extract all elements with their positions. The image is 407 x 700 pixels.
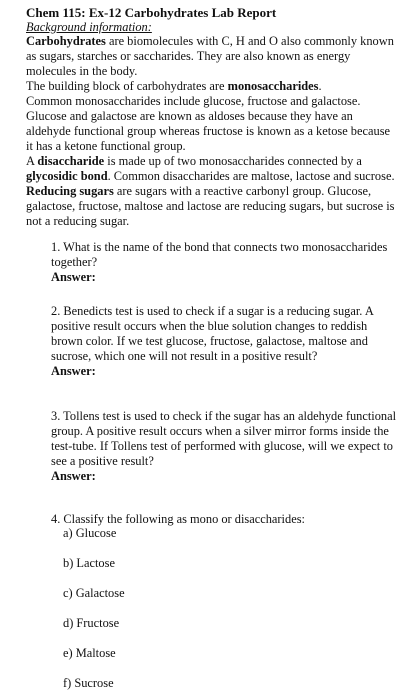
carbohydrates-paragraph: Carbohydrates are biomolecules with C, H and O also commonly known as sugars, starches or saccharides. They are also known as energy molecules in the body.: [26, 34, 394, 78]
page-title: Chem 115: Ex-12 Carbohydrates Lab Report: [26, 5, 277, 20]
option-lactose: b) Lactose: [63, 556, 115, 570]
aldose-ketose-paragraph: Common monosaccharides include glucose, fructose and galactose. Glucose and galactose are known as aldoses because they have an aldehyde functional group whereas fructose is known as a ketose because it has a ketone functional group.: [26, 94, 391, 153]
question-4: [51, 512, 401, 527]
question-1: [51, 240, 401, 285]
reducing-sugars-paragraph: Reducing sugars are sugars with a reactive carbonyl group. Glucose, galactose, fructose, maltose and lactose are reducing sugars, but sucrose is not a reducing sugar.: [26, 184, 395, 228]
question-text: 1. What is the name of the bond that connects two monosaccharides together?: [51, 240, 388, 269]
option-sucrose: f) Sucrose: [63, 676, 114, 690]
answer-label: Answer:: [51, 270, 96, 284]
option-glucose: a) Glucose: [63, 526, 117, 540]
question-text: 4. Classify the following as mono or disaccharides:: [51, 512, 305, 526]
question-2: [51, 304, 401, 379]
option-galactose: c) Galactose: [63, 586, 125, 600]
disaccharide-paragraph: A disaccharide is made up of two monosaccharides connected by a glycosidic bond. Common disaccharides are maltose, lactose and sucrose.: [26, 154, 395, 183]
answer-label: Answer:: [51, 364, 96, 378]
answer-label: Answer:: [51, 469, 96, 483]
question-text: 3. Tollens test is used to check if the sugar has an aldehyde functional group. A positive result occurs when a silver mirror forms inside the test-tube. If Tollens test of performed with glucose, will we expect to see a positive result?: [51, 409, 397, 468]
background-heading: Background information:: [26, 20, 152, 34]
question-text: 2. Benedicts test is used to check if a sugar is a reducing sugar. A positive result occurs when the blue solution changes to reddish brown color. If we test glucose, fructose, galactose, maltose and sucrose, which one will not result in a positive result?: [51, 304, 374, 363]
monosaccharides-paragraph: The building block of carbohydrates are monosaccharides.: [26, 79, 322, 93]
background-text: [26, 34, 398, 229]
option-maltose: e) Maltose: [63, 646, 116, 660]
option-fructose: d) Fructose: [63, 616, 120, 630]
question-3: [51, 409, 401, 484]
